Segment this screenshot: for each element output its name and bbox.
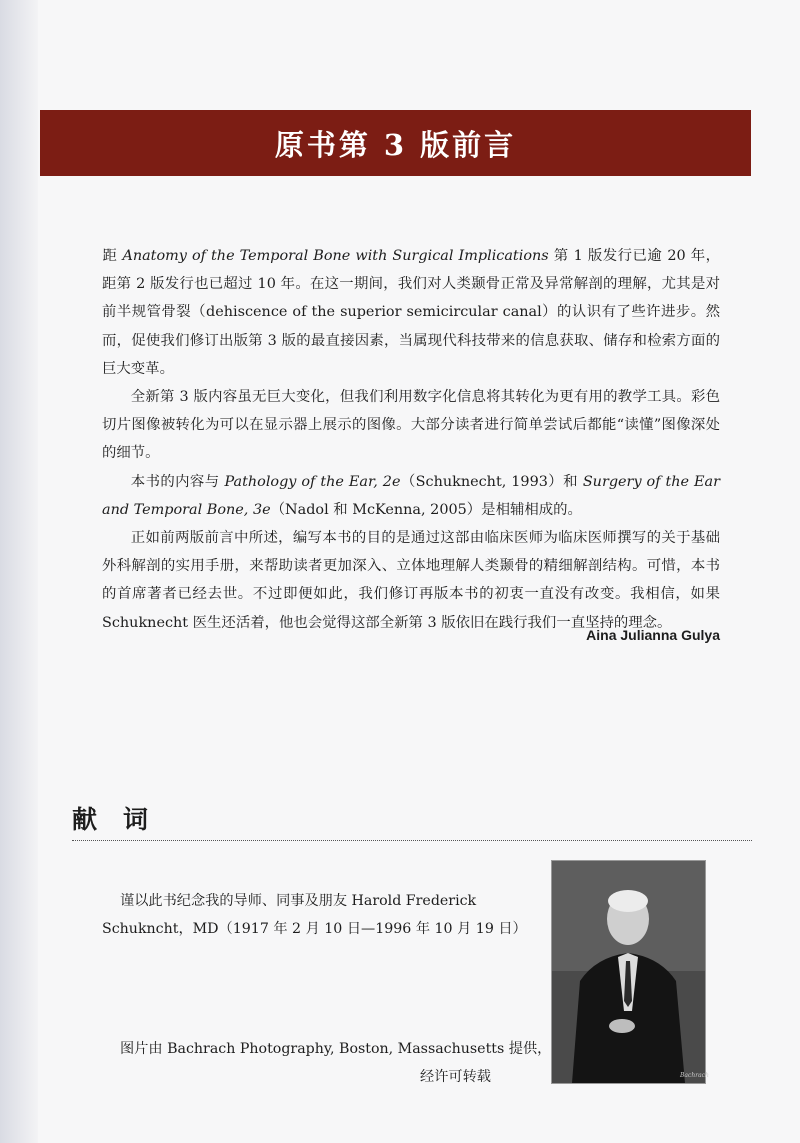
p3-book-title-1: Pathology of the Ear, 2e <box>224 473 401 490</box>
preface-body <box>102 242 720 637</box>
preface-paragraph-4: 正如前两版前言中所述，编写本书的目的是通过这部由临床医师为临床医师撰写的关于基础外科解剖的实用手册，来帮助读者更加深入、立体地理解人类颞骨的精细解剖结构。可惜，本书的首席著者已经去世。不过即便如此，我们修订再版本书的初衷一直没有改变。我相信，如果 Schuknecht 医生还活着，他也会觉得这部全新第 3 版依旧在践行我们一直坚持的理念。 <box>102 530 720 631</box>
p1-text-a: 距 <box>102 248 123 264</box>
preface-paragraph-2: 全新第 3 版内容虽无巨大变化，但我们利用数字化信息将其转化为更有用的教学工具。彩色切片图像被转化为可以在显示器上展示的图像。大部分读者进行简单尝试后都能“读懂”图像深处的细节。 <box>102 389 720 462</box>
photo-credit-line-2: 经许可转载 <box>420 1069 491 1085</box>
p3-text-a: 本书的内容与 <box>130 473 225 490</box>
dedication-line-2: Schukncht，MD（1917 年 2 月 10 日—1996 年 10 月 19 日） <box>102 921 527 937</box>
p3-book-title-2: Surgery of the Ear and Temporal Bone, 3e <box>102 473 720 518</box>
preface-title: 原书第 3 版前言 <box>274 127 517 162</box>
portrait-figure <box>552 861 709 1083</box>
page-edge-shadow <box>0 0 38 1143</box>
preface-title-banner <box>40 110 751 176</box>
dedication-line-1: 谨以此书纪念我的导师、同事及朋友 Harold Frederick <box>120 893 477 909</box>
schuknecht-portrait-photo <box>551 860 709 1084</box>
preface-paragraph-3 <box>102 468 720 524</box>
p1-text-b: 第 1 版发行已逾 20 年，距第 2 版发行也已超过 10 年。在这一期间，我们对人类颞骨正常及异常解剖的理解，尤其是对前半规管骨裂（dehiscence of the superior semicircular canal）的认识有了些许进步。然而，促使我们修订出版第 3 版的最直接因素，当属现代科技带来的信息获取、储存和检索方面的巨大变革。 <box>102 248 720 377</box>
preface-signature: Aina Julianna Gulya <box>586 627 720 643</box>
p1-book-title: Anatomy of the Temporal Bone with Surgical Implications <box>122 248 549 264</box>
preface-paragraph-1 <box>102 242 720 383</box>
p3-text-b: （Schuknecht, 1993）和 <box>400 473 583 490</box>
dedication-divider <box>72 840 752 841</box>
dedication-heading: 献词 <box>72 805 175 834</box>
p3-text-c: （Nadol 和 McKenna, 2005）是相辅相成的。 <box>270 501 582 518</box>
photo-credit-line-1: 图片由 Bachrach Photography, Boston, Massachusetts 提供， <box>120 1041 552 1057</box>
photographer-signature: Bachrach <box>680 1072 709 1079</box>
